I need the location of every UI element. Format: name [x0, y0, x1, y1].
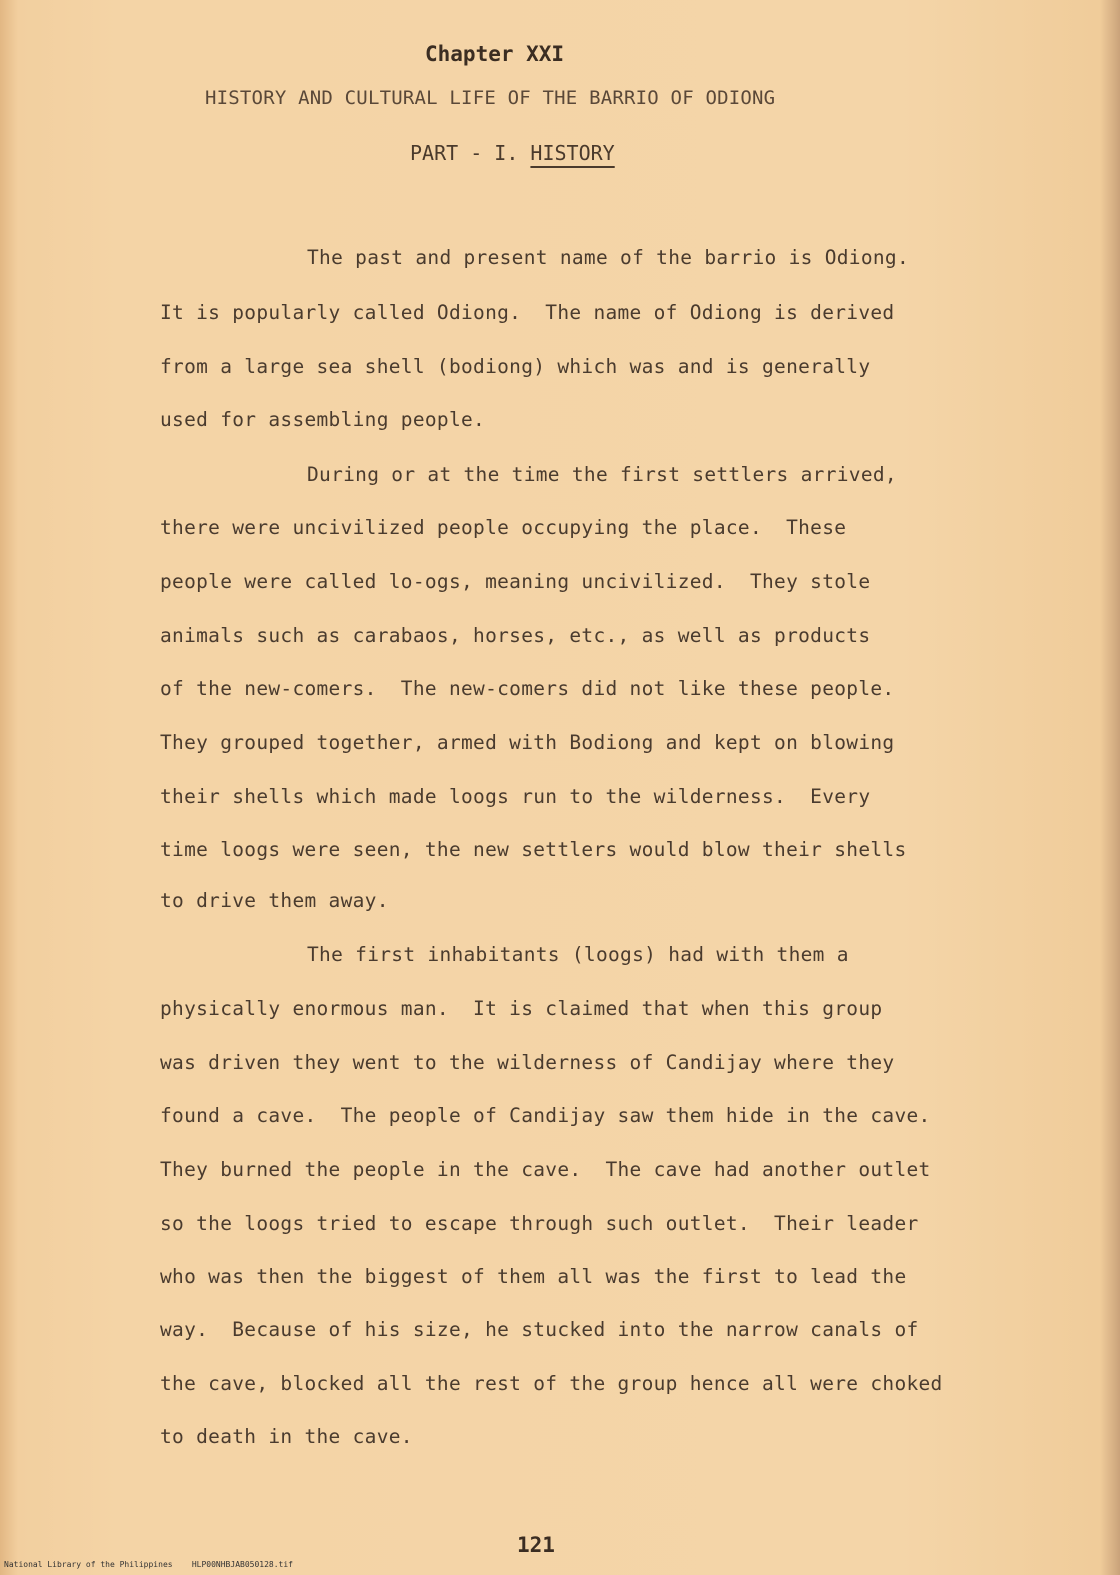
- paragraph-2-line-7: their shells which made loogs run to the wilderness. Every: [160, 785, 871, 808]
- paragraph-1-line-4: used for assembling people.: [160, 408, 486, 431]
- paragraph-2-line-1: During or at the time the first settlers arrived,: [307, 463, 897, 486]
- paragraph-1-line-2: It is popularly called Odiong. The name of Odiong is derived: [160, 301, 895, 324]
- part-prefix: PART - I.: [410, 141, 519, 165]
- paragraph-3-line-2: physically enormous man. It is claimed that when this group: [160, 997, 883, 1020]
- paragraph-2-line-5: of the new-comers. The new-comers did not like these people.: [160, 677, 895, 700]
- paragraph-1-line-3: from a large sea shell (bodiong) which was and is generally: [160, 355, 871, 378]
- paragraph-2-line-8: time loogs were seen, the new settlers would blow their shells: [160, 838, 907, 861]
- document-title: HISTORY AND CULTURAL LIFE OF THE BARRIO OF ODIONG: [205, 87, 776, 109]
- part-name: HISTORY: [530, 141, 615, 165]
- paragraph-3-line-3: was driven they went to the wilderness of Candijay where they: [160, 1051, 895, 1074]
- paragraph-2-line-2: there were uncivilized people occupying the place. These: [160, 516, 847, 539]
- paragraph-2-line-6: They grouped together, armed with Bodiong and kept on blowing: [160, 731, 895, 754]
- paragraph-2-line-3: people were called lo-ogs, meaning uncivilized. They stole: [160, 570, 871, 593]
- paragraph-3-line-1: The first inhabitants (loogs) had with them a: [307, 943, 849, 966]
- paragraph-3-line-5: They burned the people in the cave. The cave had another outlet: [160, 1158, 931, 1181]
- paragraph-2-line-9: to drive them away.: [160, 889, 389, 912]
- page-number: 121: [517, 1533, 555, 1557]
- paragraph-1-line-1: The past and present name of the barrio is Odiong.: [307, 246, 909, 269]
- scan-footer: National Library of the Philippines HLP00NHBJAB050128.tif: [4, 1560, 293, 1569]
- part-heading: [410, 141, 615, 165]
- paragraph-3-line-8: way. Because of his size, he stucked into the narrow canals of: [160, 1318, 919, 1341]
- paragraph-3-line-9: the cave, blocked all the rest of the group hence all were choked: [160, 1372, 943, 1395]
- paragraph-3-line-7: who was then the biggest of them all was the first to lead the: [160, 1265, 907, 1288]
- paragraph-3-line-6: so the loogs tried to escape through such outlet. Their leader: [160, 1212, 919, 1235]
- paragraph-3-line-10: to death in the cave.: [160, 1425, 413, 1448]
- paragraph-3-line-4: found a cave. The people of Candijay saw them hide in the cave.: [160, 1104, 931, 1127]
- paragraph-2-line-4: animals such as carabaos, horses, etc., as well as products: [160, 624, 871, 647]
- chapter-heading: Chapter XXI: [425, 42, 565, 66]
